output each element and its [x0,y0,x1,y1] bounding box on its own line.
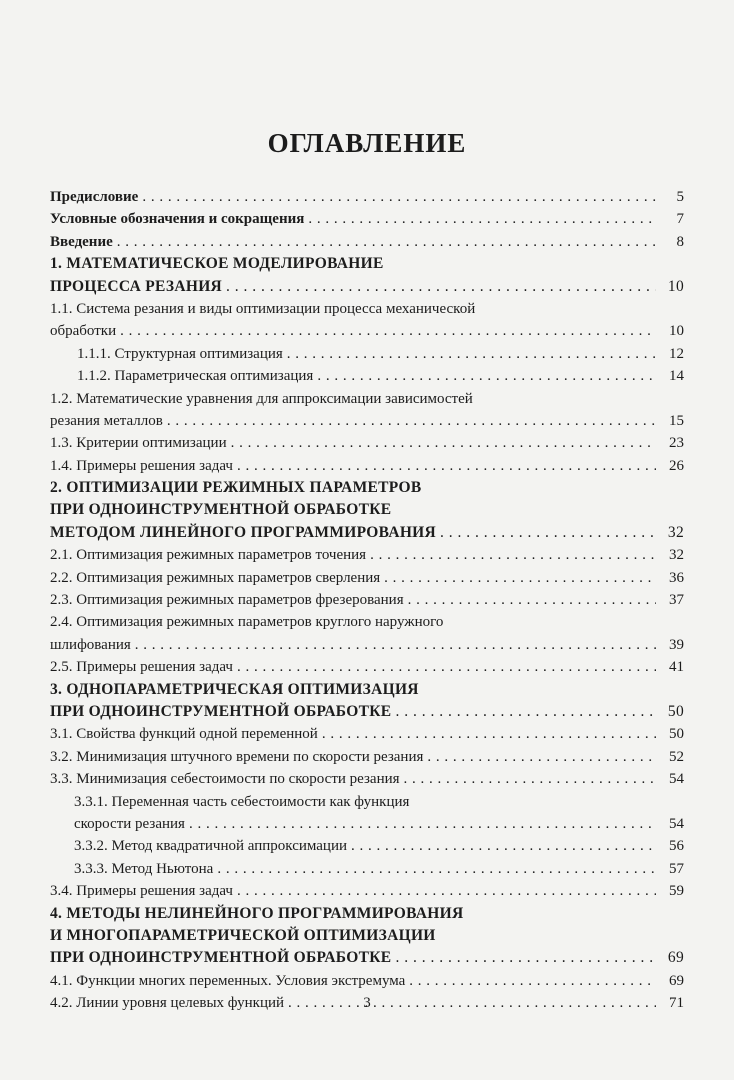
toc-entry-text: 1.1.1. Структурная оптимизация [77,345,283,362]
toc-entry [50,634,684,656]
toc-entry-text: ПРИ ОДНОИНСТРУМЕНТНОЙ ОБРАБОТКЕ [50,949,392,967]
toc-entry-page: 54 [669,771,684,788]
dot-leader [351,835,656,857]
toc-entry [50,253,684,275]
toc-entry [50,970,684,992]
toc-entry-text: 3.3.2. Метод квадратичной аппроксимации [74,838,348,855]
toc-entry-text: Условные обозначения и сокращения [50,211,305,228]
dot-leader [237,880,656,902]
toc-entry-text: 2.4. Оптимизация режимных параметров круглого наружного [50,614,444,631]
toc-entry-text: ПРОЦЕССА РЕЗАНИЯ [50,277,223,295]
toc-entry-page: 59 [669,883,684,900]
toc-entry [50,455,684,477]
toc-entry-page: 5 [676,189,684,205]
toc-entry [50,320,684,342]
toc-entry [50,791,684,813]
dot-leader [409,970,656,992]
toc-entry-page: 39 [669,636,684,653]
toc-entry-page: 50 [669,726,684,743]
toc-entry [50,746,684,768]
toc-entry-page: 23 [669,435,684,452]
toc-entry [50,298,684,320]
dot-leader [404,768,656,790]
toc-entry [50,611,684,633]
toc-entry-text: МЕТОДОМ ЛИНЕЙНОГО ПРОГРАММИРОВАНИЯ [50,523,437,541]
dot-leader [142,186,656,208]
toc-entry [50,656,684,678]
toc-entry-text: 1. МАТЕМАТИЧЕСКОЕ МОДЕЛИРОВАНИЕ [50,255,384,273]
dot-leader [167,410,656,432]
toc-entry-text: шлифования [50,636,131,653]
toc-entry-page: 14 [669,368,684,385]
toc-entry [50,679,684,701]
dot-leader [120,320,656,342]
toc-entry-text: 3.3.1. Переменная часть себестоимости как функция [74,793,410,810]
dot-leader [189,813,656,835]
toc-entry-text: 1.3. Критерии оптимизации [50,435,227,452]
dot-leader [395,947,656,969]
dot-leader [395,701,656,723]
toc-entry-page: 10 [667,277,684,295]
toc-entry-page: 57 [669,860,684,877]
toc-entry [50,432,684,454]
page-number: 3 [363,995,371,1011]
toc-entry [50,522,684,544]
toc-entry-text: 3.3. Минимизация себестоимости по скорости резания [50,771,400,788]
toc-entry-text: 1.4. Примеры решения задач [50,457,233,474]
toc-entry [50,947,684,969]
dot-leader [117,231,656,253]
toc-entry [50,567,684,589]
page-title: ОГЛАВЛЕНИЕ [267,128,467,158]
toc-entry [50,544,684,566]
toc-entry-text: Введение [50,233,113,250]
toc-entry-page: 32 [669,547,684,564]
dot-leader [217,858,656,880]
toc-entry-text: 3.3.3. Метод Ньютона [74,860,214,877]
toc-entry-text: Предисловие [50,189,139,205]
toc-entry-text: 4. МЕТОДЫ НЕЛИНЕЙНОГО ПРОГРАММИРОВАНИЯ [50,904,464,922]
toc-entry [50,858,684,880]
toc-entry-text: 1.2. Математические уравнения для аппроксимации зависимостей [50,390,473,407]
toc-entry [50,410,684,432]
table-of-contents [50,186,684,1014]
toc-entry-text: 4.2. Линии уровня целевых функций [50,995,285,1012]
toc-entry-page: 69 [669,972,684,989]
toc-entry-text: И МНОГОПАРАМЕТРИЧЕСКОЙ ОПТИМИЗАЦИИ [50,926,436,944]
toc-entry-page: 52 [669,748,684,765]
dot-leader [370,544,656,566]
toc-entry-text: 2.3. Оптимизация режимных параметров фрезерования [50,592,404,609]
toc-entry-page: 10 [669,323,684,340]
toc-entry [50,343,684,365]
toc-entry-text: резания металлов [50,412,163,429]
toc-entry-text: 3. ОДНОПАРАМЕТРИЧЕСКАЯ ОПТИМИЗАЦИЯ [50,680,419,698]
toc-entry-text: 4.1. Функции многих переменных. Условия экстремума [50,972,406,989]
toc-entry-page: 54 [669,815,684,832]
dot-leader [384,567,656,589]
toc-entry [50,276,684,298]
dot-leader [287,343,656,365]
dot-leader [440,522,656,544]
toc-entry [50,208,684,230]
toc-entry-text: 3.1. Свойства функций одной переменной [50,726,318,743]
toc-entry [50,903,684,925]
toc-entry-page: 7 [676,211,684,228]
toc-entry-text: ПРИ ОДНОИНСТРУМЕНТНОЙ ОБРАБОТКЕ [50,702,392,720]
toc-entry [50,723,684,745]
toc-entry-page: 56 [669,838,684,855]
dot-leader [237,455,656,477]
toc-entry [50,589,684,611]
toc-entry [50,186,684,208]
toc-entry-page: 36 [669,569,684,586]
dot-leader [427,746,656,768]
toc-entry [50,880,684,902]
toc-entry-text: 3.2. Минимизация штучного времени по скорости резания [50,748,424,765]
toc-entry-text: 2. ОПТИМИЗАЦИИ РЕЖИМНЫХ ПАРАМЕТРОВ [50,479,422,497]
toc-entry [50,813,684,835]
toc-entry-text: скорости резания [74,815,185,832]
dot-leader [226,276,656,298]
toc-entry [50,768,684,790]
toc-entry [50,499,684,521]
dot-leader [408,589,656,611]
toc-entry-page: 71 [669,995,684,1012]
toc-entry [50,477,684,499]
toc-entry-page: 12 [669,345,684,362]
toc-entry-text: 3.4. Примеры решения задач [50,883,233,900]
toc-entry-text: обработки [50,323,117,340]
toc-entry [50,925,684,947]
dot-leader [308,208,656,230]
toc-entry-page: 50 [667,702,684,720]
toc-entry-page: 32 [667,523,684,541]
toc-entry-text: 2.5. Примеры решения задач [50,659,233,676]
toc-entry-page: 15 [669,412,684,429]
toc-entry-page: 41 [669,659,684,676]
toc-entry [50,701,684,723]
toc-entry-page: 26 [669,457,684,474]
toc-entry-text: 2.2. Оптимизация режимных параметров сверления [50,569,381,586]
toc-entry-text: 1.1. Система резания и виды оптимизации процесса механической [50,300,476,317]
toc-entry-page: 69 [667,949,684,967]
toc-entry-page: 8 [676,233,684,250]
dot-leader [322,723,656,745]
dot-leader [237,656,656,678]
dot-leader [317,365,656,387]
toc-entry [50,388,684,410]
toc-entry-text: ПРИ ОДНОИНСТРУМЕНТНОЙ ОБРАБОТКЕ [50,501,392,519]
toc-entry [50,231,684,253]
toc-entry [50,365,684,387]
toc-entry [50,835,684,857]
toc-entry-text: 2.1. Оптимизация режимных параметров точения [50,547,367,564]
toc-entry-text: 1.1.2. Параметрическая оптимизация [77,368,314,385]
dot-leader [135,634,656,656]
toc-entry-page: 37 [669,592,684,609]
dot-leader [231,432,656,454]
